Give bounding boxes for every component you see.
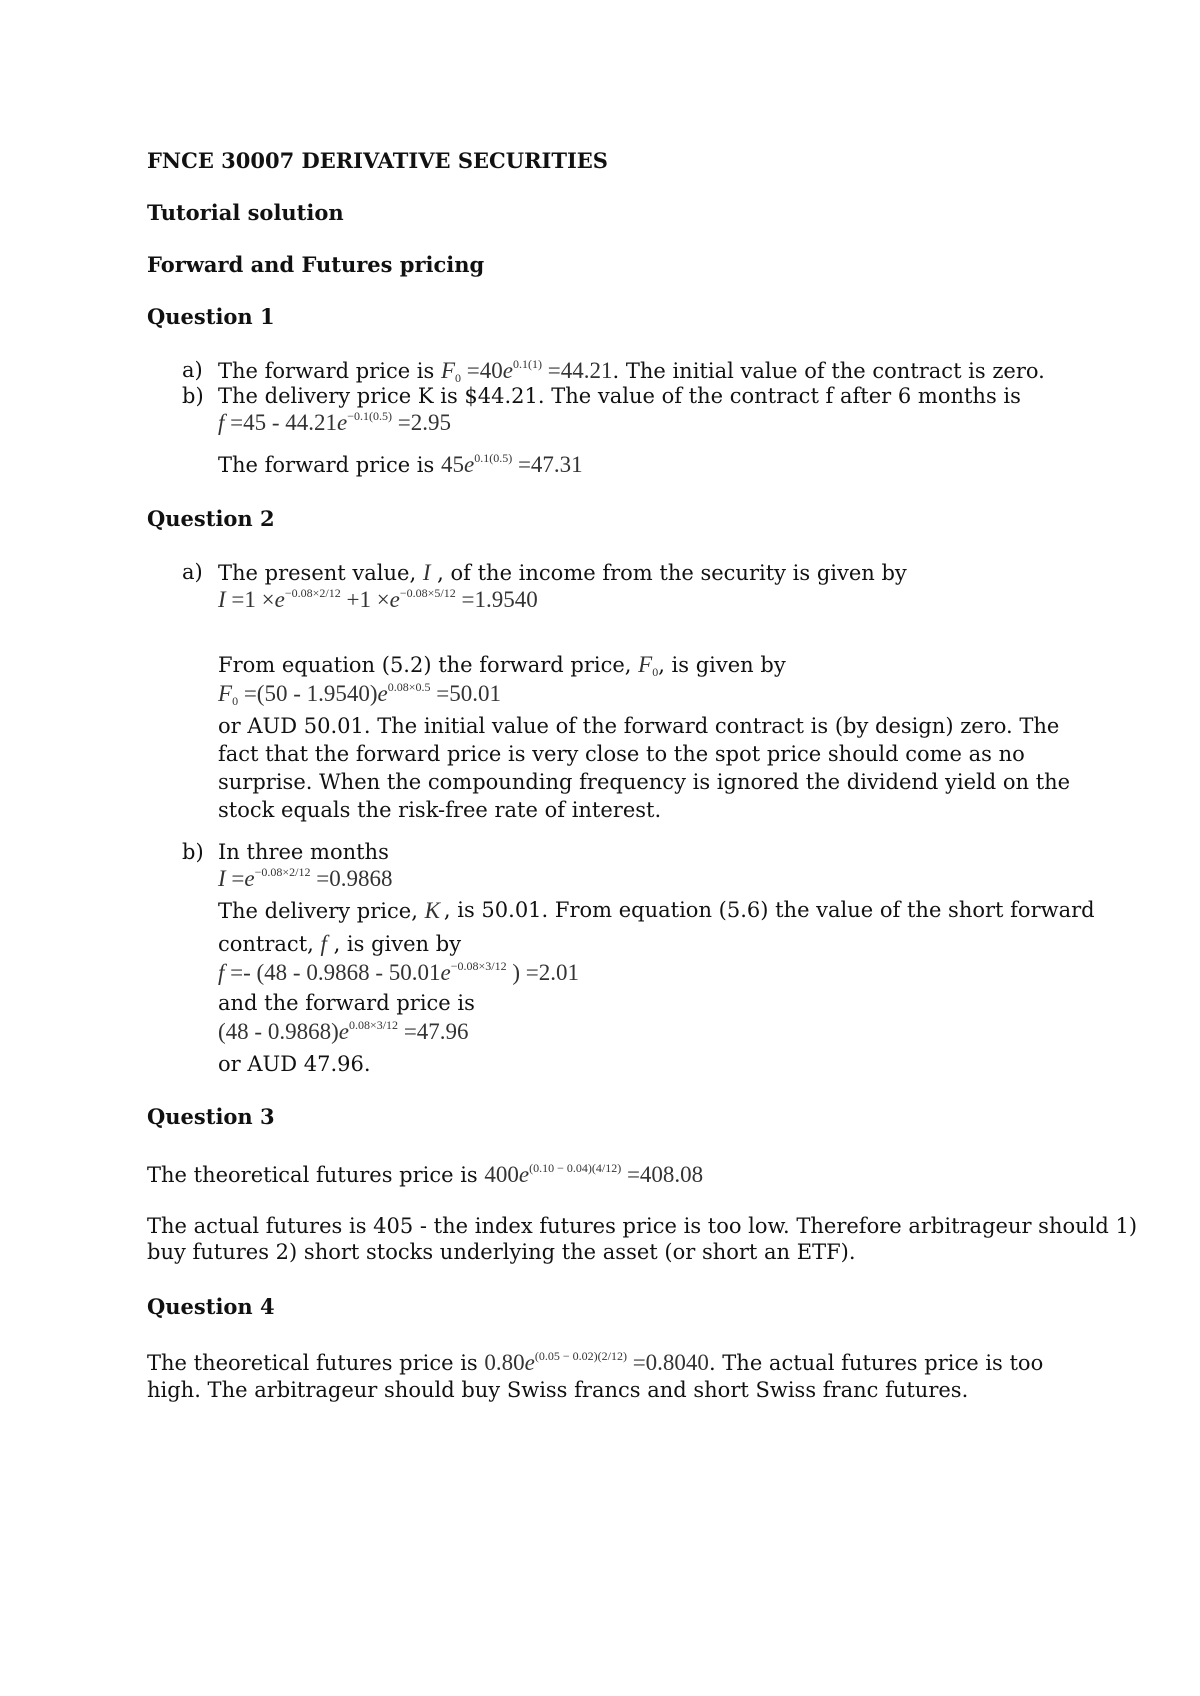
q1-b-label: b) xyxy=(182,384,204,408)
q1-b-text1: The delivery price K is $44.21. The value of the contract f after 6 months is xyxy=(218,384,1021,408)
q4-text1-pre: The theoretical futures price is xyxy=(147,1351,478,1375)
q2-a-text2-post: , is given by xyxy=(658,653,786,677)
q3-heading: Question 3 xyxy=(147,1104,275,1129)
q2-a-formula1: $I =1 \times e^{-0.08\times 2/12} +1 \times e^{-0.08\times 5/12} =1.9540$ xyxy=(218,586,538,612)
q2-a-paragraph: or AUD 50.01. The initial value of the forward contract is (by design) zero. The fact that the forward price is very close to the spot price should come as no surprise. When the compounding frequency is ignored the dividend yield on the stock equals the risk-free rate of interest. xyxy=(218,714,1071,822)
q2-b-line2: The delivery price, K , is 50.01. From equation (5.6) the value of the short forward xyxy=(218,898,1095,923)
q2-b-text2-pre: The delivery price, xyxy=(218,899,418,923)
q2-a-text1-pre: The present value, xyxy=(218,561,417,585)
q2-a-label: a) xyxy=(182,560,203,584)
q3-text2-line2: buy futures 2) short stocks underlying the asset (or short an ETF). xyxy=(147,1240,856,1264)
q2-heading: Question 2 xyxy=(147,506,275,531)
q3-text1: The theoretical futures price is xyxy=(147,1163,478,1187)
q4-text2: high. The arbitrageur should buy Swiss francs and short Swiss franc futures. xyxy=(147,1378,969,1402)
q2-b-text3-pre: contract, xyxy=(218,932,314,956)
q3-formula: $400e^{(0.10 - 0.04)(4/12)} =408.08$ xyxy=(484,1161,704,1187)
q1-b-formula: $f =45 - 44.21e^{-0.1(0.5)} =2.95$ xyxy=(218,409,451,435)
q1-b-line2 xyxy=(218,452,583,478)
q1-a-text1: The forward price is xyxy=(218,359,435,383)
q1-a-line xyxy=(218,358,1045,384)
q2-b-formula1: $I =e^{-0.08\times 2/12} =0.9868$ xyxy=(218,865,393,891)
q2-b-text3-post: , is given by xyxy=(333,932,462,956)
q3-text2-line1: The actual futures is 405 - the index futures price is too low. Therefore arbitrageur should 1) xyxy=(147,1214,1138,1238)
q2-b-text4: and the forward price is xyxy=(218,991,475,1015)
q1-a-label: a) xyxy=(182,358,203,382)
q2-b-formula3: $(48 - 0.9868)e^{0.08\times 3/12} =47.96$ xyxy=(218,1018,469,1044)
q2-a-line1: The present value, I , of the income from the security is given by xyxy=(218,560,907,585)
q4-line1 xyxy=(147,1350,1043,1376)
q1-heading: Question 1 xyxy=(147,304,275,329)
q2-a-text1-post: , of the income from the security is given by xyxy=(437,561,907,585)
q4-formula: $0.80e^{(0.05 - 0.02)(2/12)} =0.8040$ xyxy=(484,1349,709,1375)
subtitle: Tutorial solution xyxy=(147,200,344,225)
q1-a-formula: $F_0 =40e^{0.1(1)} =44.21$ xyxy=(440,357,613,385)
q1-a-text2: . The initial value of the contract is zero. xyxy=(612,359,1045,383)
q2-b-formula2: $f =- (48 - 0.9868 - 50.01e^{-0.08\times 3/12}$ ) =2.01 xyxy=(218,959,579,985)
q2-b-text2-post: , is 50.01. From equation (5.6) the value of the short forward xyxy=(443,898,1095,922)
q2-a-line2: From equation (5.2) the forward price, $F_0$, is given by xyxy=(218,652,786,679)
q2-a-text2-pre: From equation (5.2) the forward price, xyxy=(218,653,632,677)
q2-a-formula2: $F_0 =(50 - 1.9540)e^{0.08\times 0.5} =50.01$ xyxy=(218,680,501,708)
q2-b-line3: contract, f , is given by xyxy=(218,931,462,956)
q1-b-text2: The forward price is xyxy=(218,453,435,477)
q4-text1-post: . The actual futures price is too xyxy=(708,1351,1044,1375)
q4-heading: Question 4 xyxy=(147,1294,275,1319)
course-title: FNCE 30007 DERIVATIVE SECURITIES xyxy=(147,148,608,173)
topic-heading: Forward and Futures pricing xyxy=(147,252,485,277)
q1-b-formula2: $45e^{0.1(0.5)} =47.31$ xyxy=(440,451,583,477)
q2-b-text5: or AUD 47.96. xyxy=(218,1052,371,1076)
q2-b-label: b) xyxy=(182,840,204,864)
q2-b-text1: In three months xyxy=(218,840,389,864)
q3-line1 xyxy=(147,1162,703,1188)
